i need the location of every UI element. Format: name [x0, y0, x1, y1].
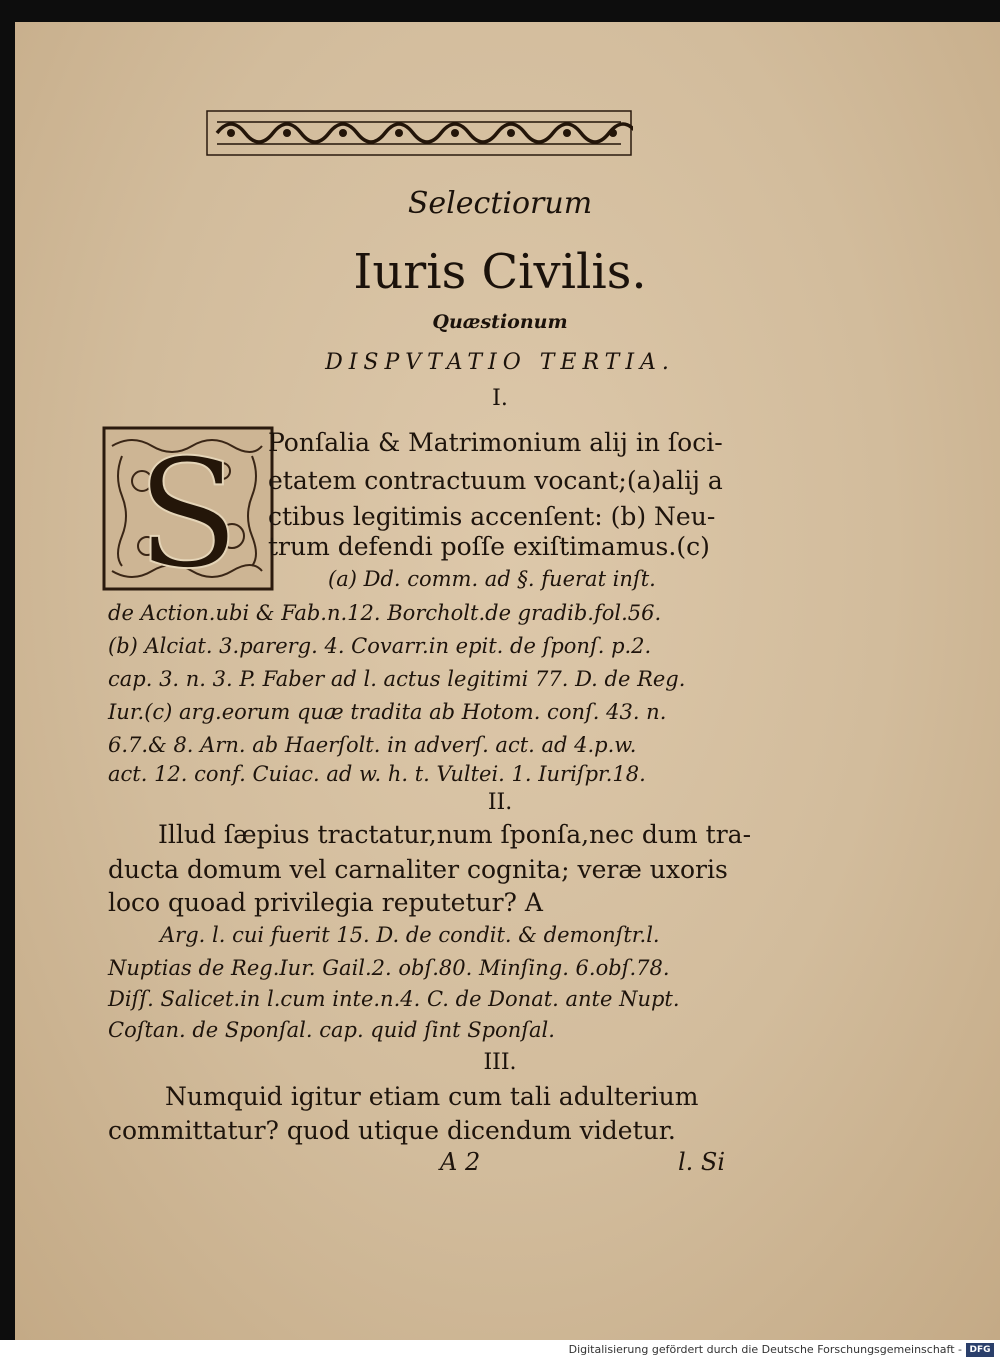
title-line-1: Selectiorum	[407, 186, 593, 221]
footnote-line: act. 12. conf. Cuiac. ad w. h. t. Vultei. 1. Iuriſpr.18.	[108, 762, 646, 786]
footnote-line: Iur.(c) arg.eorum quæ tradita ab Hotom. conſ. 43. n.	[108, 700, 667, 724]
footnote-line: 6.7.& 8. Arn. ab Haerſolt. in adverſ. act. ad 4.p.w.	[108, 733, 637, 757]
footnote-line: de Action.ubi & Fab.n.12. Borcholt.de gradib.fol.56.	[108, 601, 662, 625]
footnote-line: Nuptias de Reg.Iur. Gail.2. obſ.80. Minſing. 6.obſ.78.	[108, 956, 670, 980]
text-line: committatur? quod utique dicendum videtur.	[108, 1116, 676, 1145]
section-numeral-1: I.	[492, 386, 508, 411]
footnote-line: Arg. l. cui fuerit 15. D. de condit. & demonſtr.l.	[160, 923, 660, 947]
text-line: ducta domum vel carnaliter cognita; veræ uxoris	[108, 855, 728, 884]
text-line: Ponſalia & Matrimonium alij in ſoci-	[268, 428, 723, 457]
decorated-initial-frame-icon	[102, 426, 274, 591]
text-line: Numquid igitur etiam cum tali adulterium	[165, 1082, 699, 1111]
dfg-credit: Digitalisierung gefördert durch die Deutsche Forschungsgemeinschaft -	[568, 1343, 962, 1356]
title-line-3: Quæstionum	[432, 311, 568, 333]
title-line-2: Iuris Civilis.	[353, 244, 647, 300]
footnote-line: (a) Dd. comm. ad §. fuerat inſt.	[328, 567, 656, 591]
text-line: ctibus legitimis accenſent: (b) Neu-	[268, 502, 716, 531]
disputation-heading: DISPVTATIO TERTIA.	[325, 350, 675, 375]
footnote-line: Diſſ. Salicet.in l.cum inte.n.4. C. de Donat. ante Nupt.	[108, 987, 680, 1011]
footnote-line: cap. 3. n. 3. P. Faber ad l. actus legitimi 77. D. de Reg.	[108, 667, 686, 691]
svg-text:S: S	[136, 428, 240, 591]
decorated-initial	[102, 426, 274, 591]
text-line: etatem contractuum vocant;(a)alij a	[268, 466, 723, 495]
catchword: l. Si	[678, 1148, 726, 1176]
section-numeral-3: III.	[483, 1050, 517, 1075]
text-line: trum defendi poſſe exiſtimamus.(c)	[268, 532, 710, 561]
text-line: Illud ſæpius tractatur,num ſponſa,nec dum tra-	[158, 820, 752, 849]
footnote-line: Coſtan. de Sponſal. cap. quid ſint Sponſal.	[108, 1018, 555, 1042]
signature-mark: A 2	[440, 1148, 481, 1176]
dfg-logo: DFG	[966, 1343, 994, 1357]
section-numeral-2: II.	[487, 790, 513, 815]
text-line: loco quoad privilegia reputetur? A	[108, 888, 543, 917]
ornament-band	[205, 108, 633, 158]
footnote-line: (b) Alciat. 3.parerg. 4. Covarr.in epit. de ſponſ. p.2.	[108, 634, 652, 658]
top-frame	[0, 0, 1000, 22]
